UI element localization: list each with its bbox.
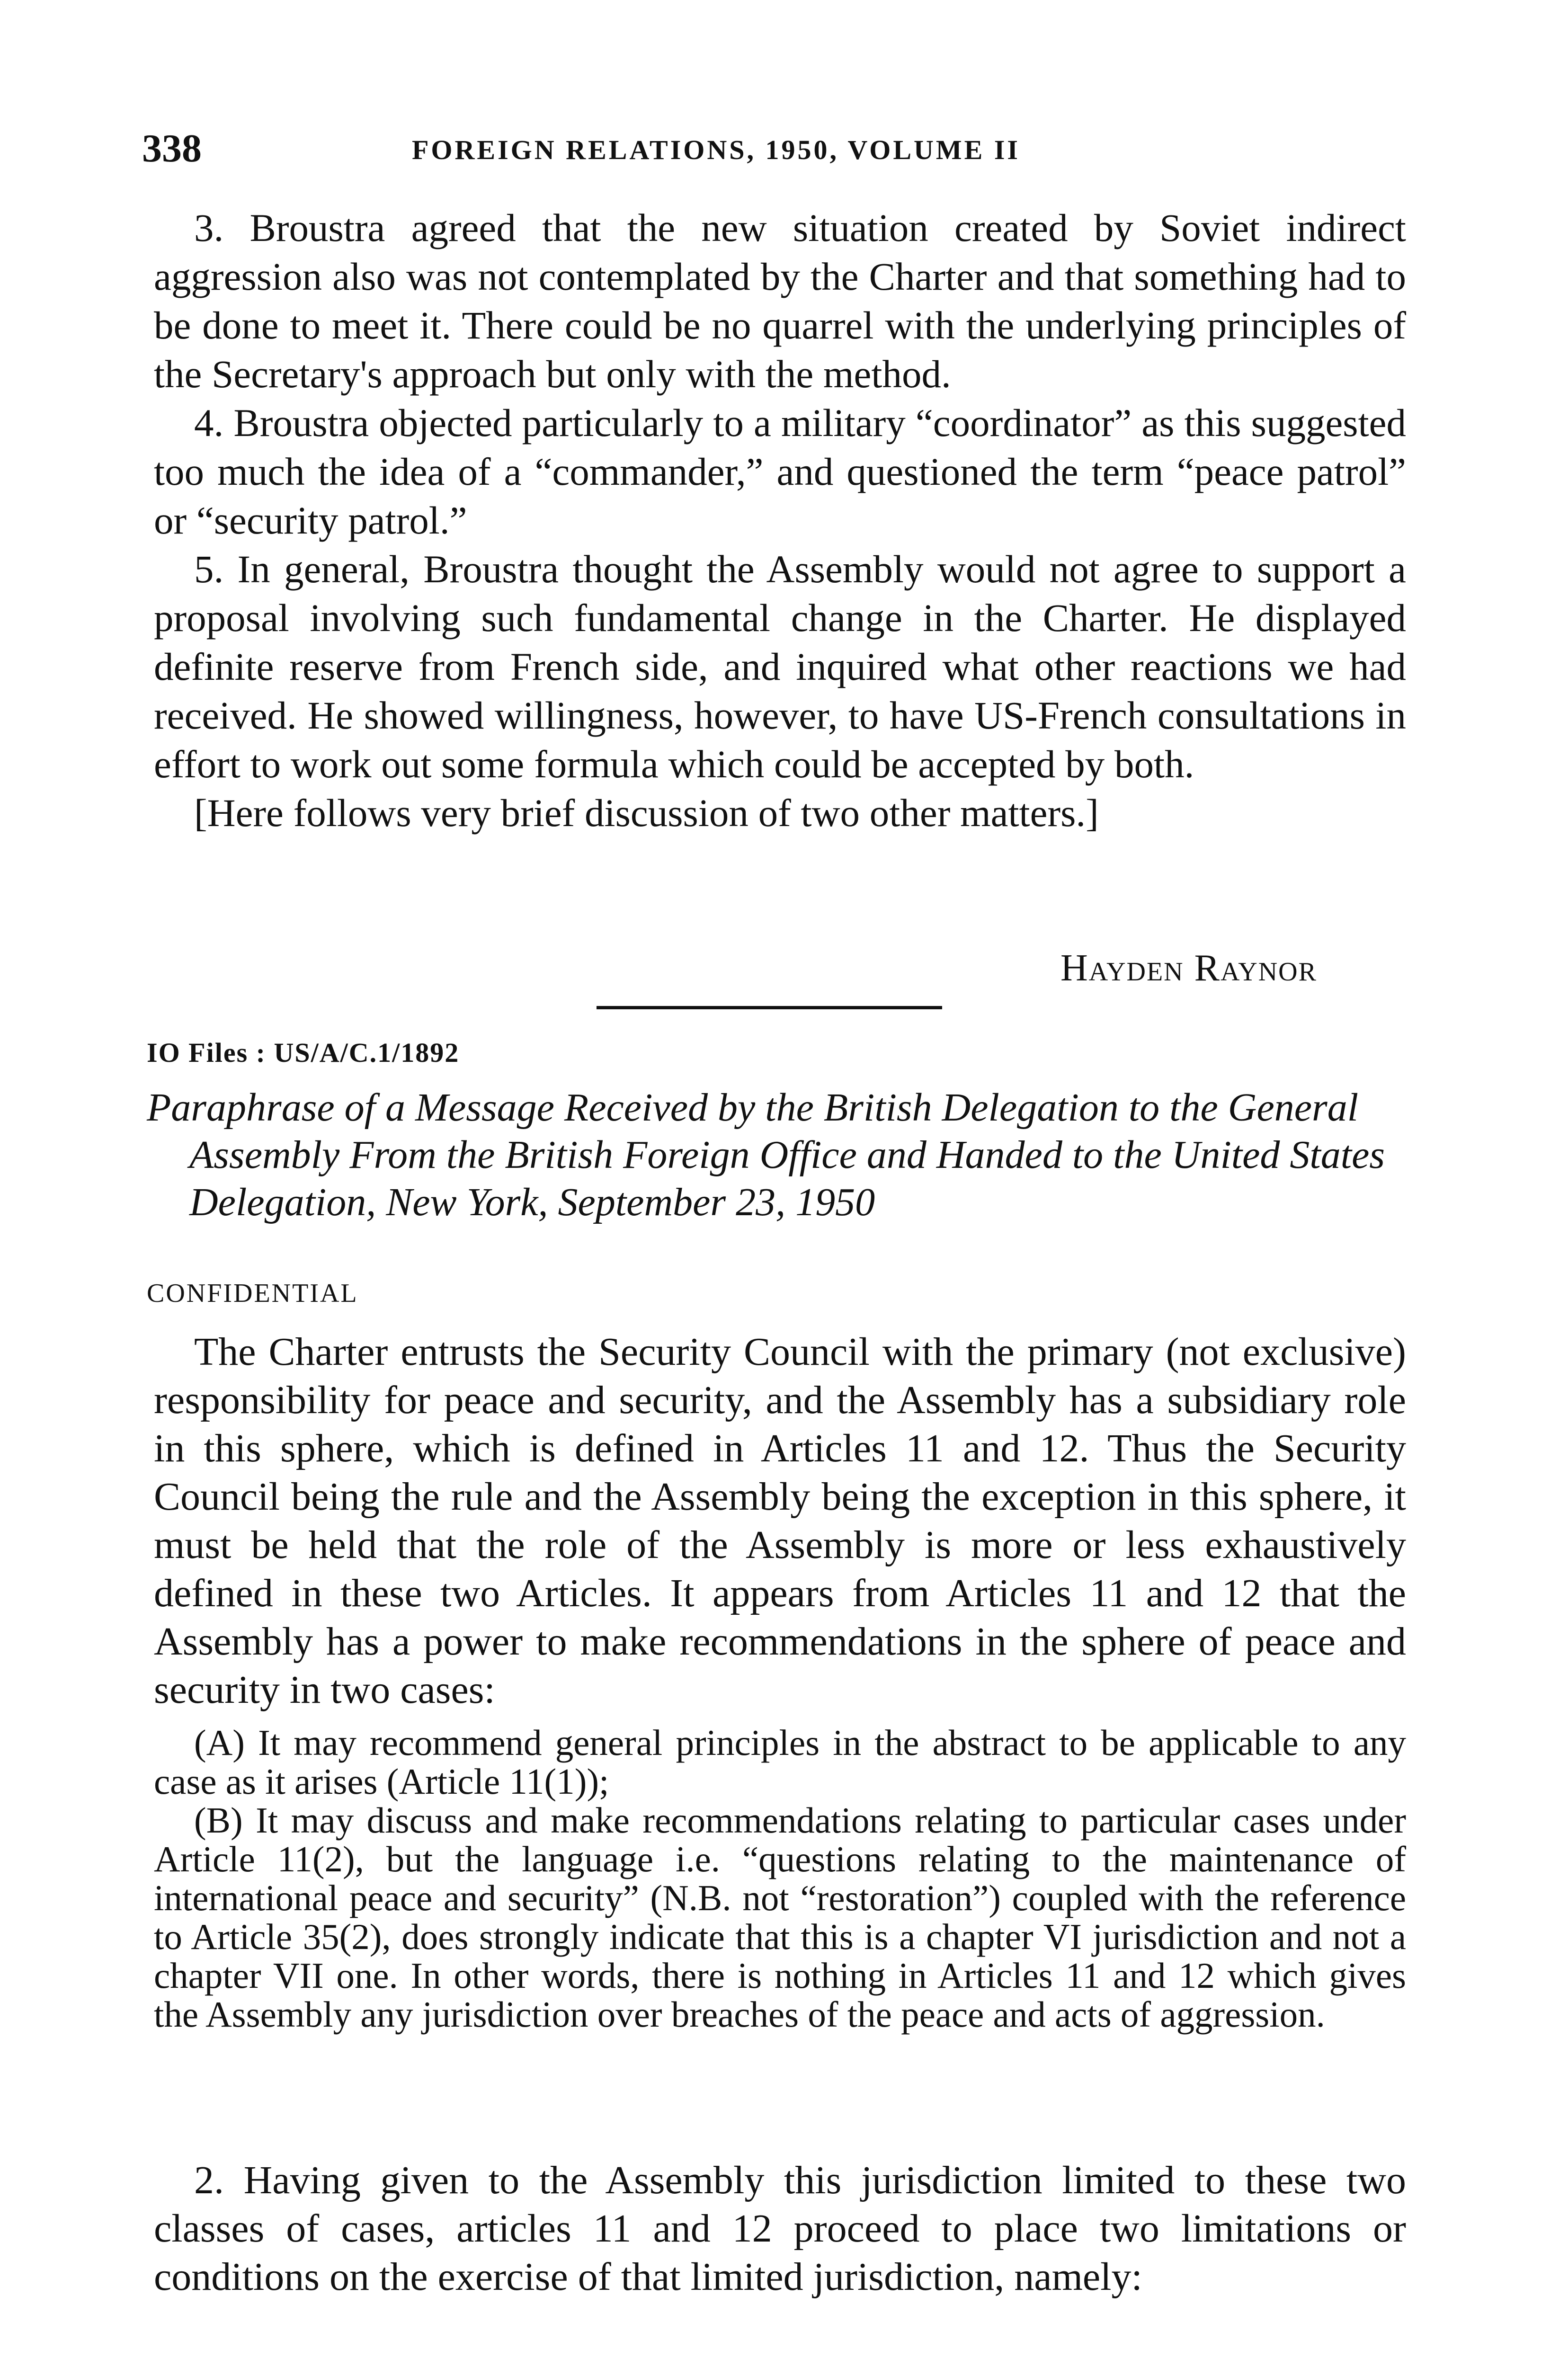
paragraph-2: 2. Having given to the Assembly this jurisdiction limited to these two classes of cases, articles 11 and 12 proceed to place two limitations or conditions on the exercise of that limited jurisdiction, namely: (154, 2158, 1406, 2299)
page-header (142, 125, 1430, 178)
memo-paragraph-3: 3. Broustra agreed that the new situation created by Soviet indirect aggression also was not contemplated by the Charter and that something had to be done to meet it. There could be no quarrel with the underlying principles of the Secretary's approach but only with the method. (154, 206, 1406, 396)
cases-block (154, 1723, 1406, 2034)
memo-paragraph-4: 4. Broustra objected particularly to a military “coordinator” as this suggested too much the idea of a “commander,” and questioned the term “peace patrol” or “security patrol.” (154, 401, 1406, 542)
intro-paragraph: The Charter entrusts the Security Council with the primary (not exclusive) responsibility for peace and security, and the Assembly has a subsidiary role in this sphere, which is defined in Articles 11 and 12. Thus the Security Council being the rule and the Assembly being the exception in this sphere, it must be held that the role of the Assembly is more or less exhaustively defined in these two Articles. It appears from Articles 11 and 12 that the Assembly has a power to make recommendations in the sphere of peace and security in two cases: (154, 1330, 1406, 1712)
memo-paragraph-5: 5. In general, Broustra thought the Assembly would not agree to support a proposal involving such fundamental change in the Charter. He displayed definite reserve from French side, and inquired what other reactions we had received. He showed willingness, however, to have US-French consultations in effort to work out some formula which could be accepted by both. (154, 547, 1406, 786)
section-divider (597, 1006, 942, 1009)
signature: Hayden Raynor (1060, 947, 1317, 989)
editorial-note: [Here follows very brief discussion of two other matters.] (194, 791, 1099, 835)
classification-label: CONFIDENTIAL (147, 1279, 358, 1308)
document-title: Paraphrase of a Message Received by the British Delegation to the General Assembly From the British Foreign Office and Handed to the United States Delegation, New York, September 23, 1950 (147, 1086, 1385, 1224)
memo-body (154, 204, 1406, 837)
page-number: 338 (142, 126, 202, 170)
case-a-paragraph: (A) It may recommend general principles in the abstract to be applicable to any case as it arises (Article 11(1)); (154, 1722, 1406, 1802)
file-reference: IO Files : US/A/C.1/1892 (147, 1037, 460, 1068)
running-head: FOREIGN RELATIONS, 1950, VOLUME II (412, 134, 1020, 165)
case-b-paragraph: (B) It may discuss and make recommendations relating to particular cases under Article 11(2), but the language i.e. “questions relating to the maintenance of international peace and security” (N.B. not “restoration”) coupled with the reference to Article 35(2), does strongly indicate that this is a chapter VI jurisdiction and not a chapter VII one. In other words, there is nothing in Articles 11 and 12 which gives the Assembly any jurisdiction over breaches of the peace and acts of aggression. (154, 1800, 1406, 2035)
